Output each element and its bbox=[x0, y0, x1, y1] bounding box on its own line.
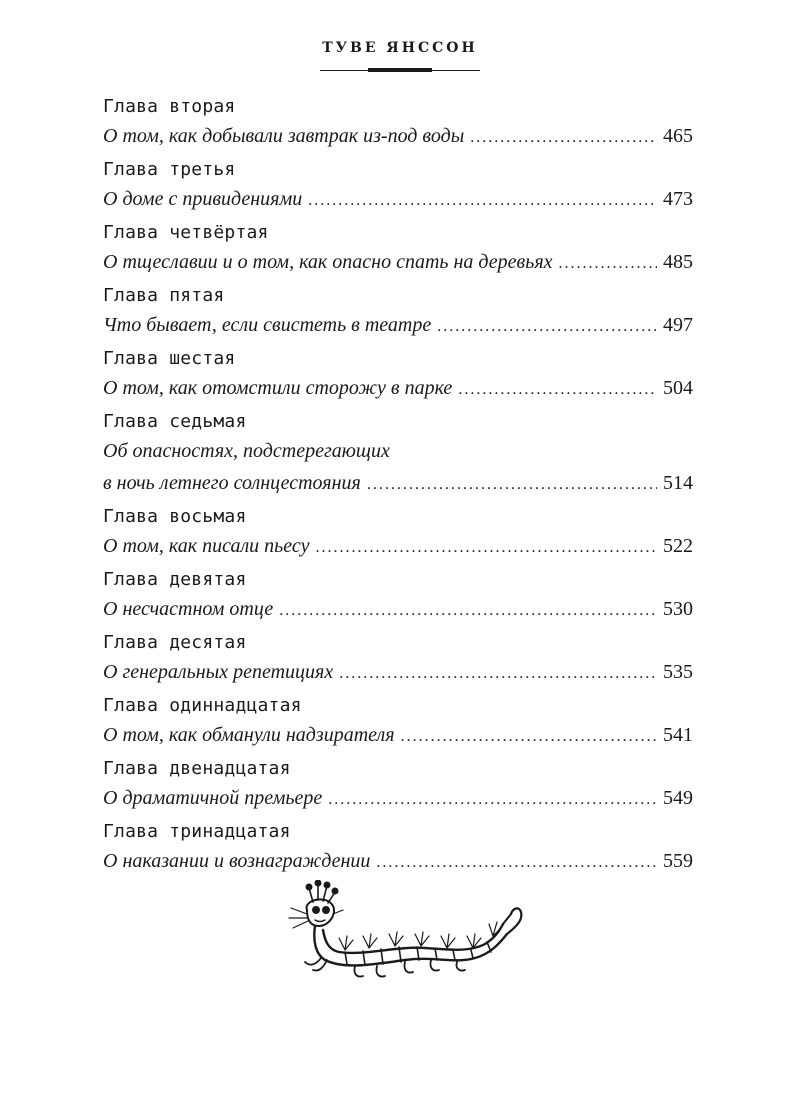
dot-leader bbox=[308, 185, 657, 217]
page-number: 473 bbox=[663, 188, 693, 210]
chapter-title-row bbox=[103, 593, 693, 625]
page-number: 559 bbox=[663, 850, 693, 872]
dot-leader bbox=[339, 658, 657, 690]
page-number: 549 bbox=[663, 787, 693, 809]
running-head-author: ТУВЕ ЯНССОН bbox=[322, 40, 478, 56]
chapter-label: Глава восьмая bbox=[103, 506, 247, 527]
toc-entry bbox=[103, 756, 693, 814]
dot-leader bbox=[458, 374, 657, 406]
chapter-title-row bbox=[103, 530, 693, 562]
chapter-label: Глава десятая bbox=[103, 632, 247, 653]
dot-leader bbox=[559, 248, 658, 280]
chapter-title: О драматичной премьере bbox=[103, 787, 323, 809]
page-header bbox=[0, 40, 800, 74]
dot-leader bbox=[470, 122, 657, 154]
page-number: 504 bbox=[663, 377, 693, 399]
chapter-title-row bbox=[103, 120, 693, 152]
dot-leader bbox=[367, 469, 657, 501]
chapter-title-line: Об опасностях, подстерегающих bbox=[103, 440, 390, 462]
chapter-title: О доме с привидениями bbox=[103, 188, 303, 210]
header-rule bbox=[320, 67, 480, 74]
page-number: 541 bbox=[663, 724, 693, 746]
chapter-label: Глава тринадцатая bbox=[103, 821, 291, 842]
dot-leader bbox=[401, 721, 657, 753]
caterpillar-illustration bbox=[285, 880, 535, 990]
chapter-title: О генеральных репетициях bbox=[103, 661, 334, 683]
chapter-title-row bbox=[103, 309, 693, 341]
toc-entry bbox=[103, 819, 693, 877]
toc-entry bbox=[103, 409, 693, 499]
page-number: 530 bbox=[663, 598, 693, 620]
chapter-title-row bbox=[103, 845, 693, 877]
header-rule-thick bbox=[368, 68, 432, 72]
chapter-title-row bbox=[103, 782, 693, 814]
chapter-title: О том, как добывали завтрак из-под воды bbox=[103, 125, 465, 147]
chapter-title: О том, как писали пьесу bbox=[103, 535, 310, 557]
page-number: 497 bbox=[663, 314, 693, 336]
chapter-label: Глава девятая bbox=[103, 569, 247, 590]
chapter-title-row bbox=[103, 246, 693, 278]
page-number: 535 bbox=[663, 661, 693, 683]
dot-leader bbox=[376, 847, 657, 879]
chapter-label: Глава пятая bbox=[103, 285, 225, 306]
chapter-label: Глава вторая bbox=[103, 96, 236, 117]
dot-leader bbox=[437, 311, 657, 343]
chapter-label: Глава третья bbox=[103, 159, 236, 180]
dot-leader bbox=[279, 595, 657, 627]
chapter-title-row bbox=[103, 656, 693, 688]
toc-entry bbox=[103, 94, 693, 152]
toc-entry bbox=[103, 630, 693, 688]
chapter-title-row bbox=[103, 372, 693, 404]
chapter-title-row bbox=[103, 719, 693, 751]
chapter-title: О наказании и вознаграждении bbox=[103, 850, 371, 872]
chapter-title: Что бывает, если свистеть в театре bbox=[103, 314, 432, 336]
dot-leader bbox=[328, 784, 657, 816]
chapter-title: О том, как обманули надзирателя bbox=[103, 724, 395, 746]
toc-entry bbox=[103, 693, 693, 751]
toc-entry bbox=[103, 220, 693, 278]
page-number: 465 bbox=[663, 125, 693, 147]
chapter-title-row bbox=[103, 467, 693, 499]
chapter-title: О тщеславии и о том, как опасно спать на деревьях bbox=[103, 251, 553, 273]
page-number: 514 bbox=[663, 472, 693, 494]
chapter-title: О том, как отомстили сторожу в парке bbox=[103, 377, 453, 399]
chapter-title: в ночь летнего солнцестояния bbox=[103, 472, 361, 494]
chapter-title: О несчастном отце bbox=[103, 598, 274, 620]
chapter-label: Глава четвёртая bbox=[103, 222, 269, 243]
toc-entry bbox=[103, 567, 693, 625]
toc-entry bbox=[103, 346, 693, 404]
dot-leader bbox=[316, 532, 657, 564]
chapter-label: Глава седьмая bbox=[103, 411, 247, 432]
chapter-label: Глава шестая bbox=[103, 348, 236, 369]
page-number: 522 bbox=[663, 535, 693, 557]
toc-entry bbox=[103, 283, 693, 341]
chapter-title-row bbox=[103, 183, 693, 215]
page-number: 485 bbox=[663, 251, 693, 273]
toc-entry bbox=[103, 157, 693, 215]
chapter-label: Глава одиннадцатая bbox=[103, 695, 302, 716]
chapter-label: Глава двенадцатая bbox=[103, 758, 291, 779]
toc-entry bbox=[103, 504, 693, 562]
table-of-contents bbox=[103, 94, 693, 882]
